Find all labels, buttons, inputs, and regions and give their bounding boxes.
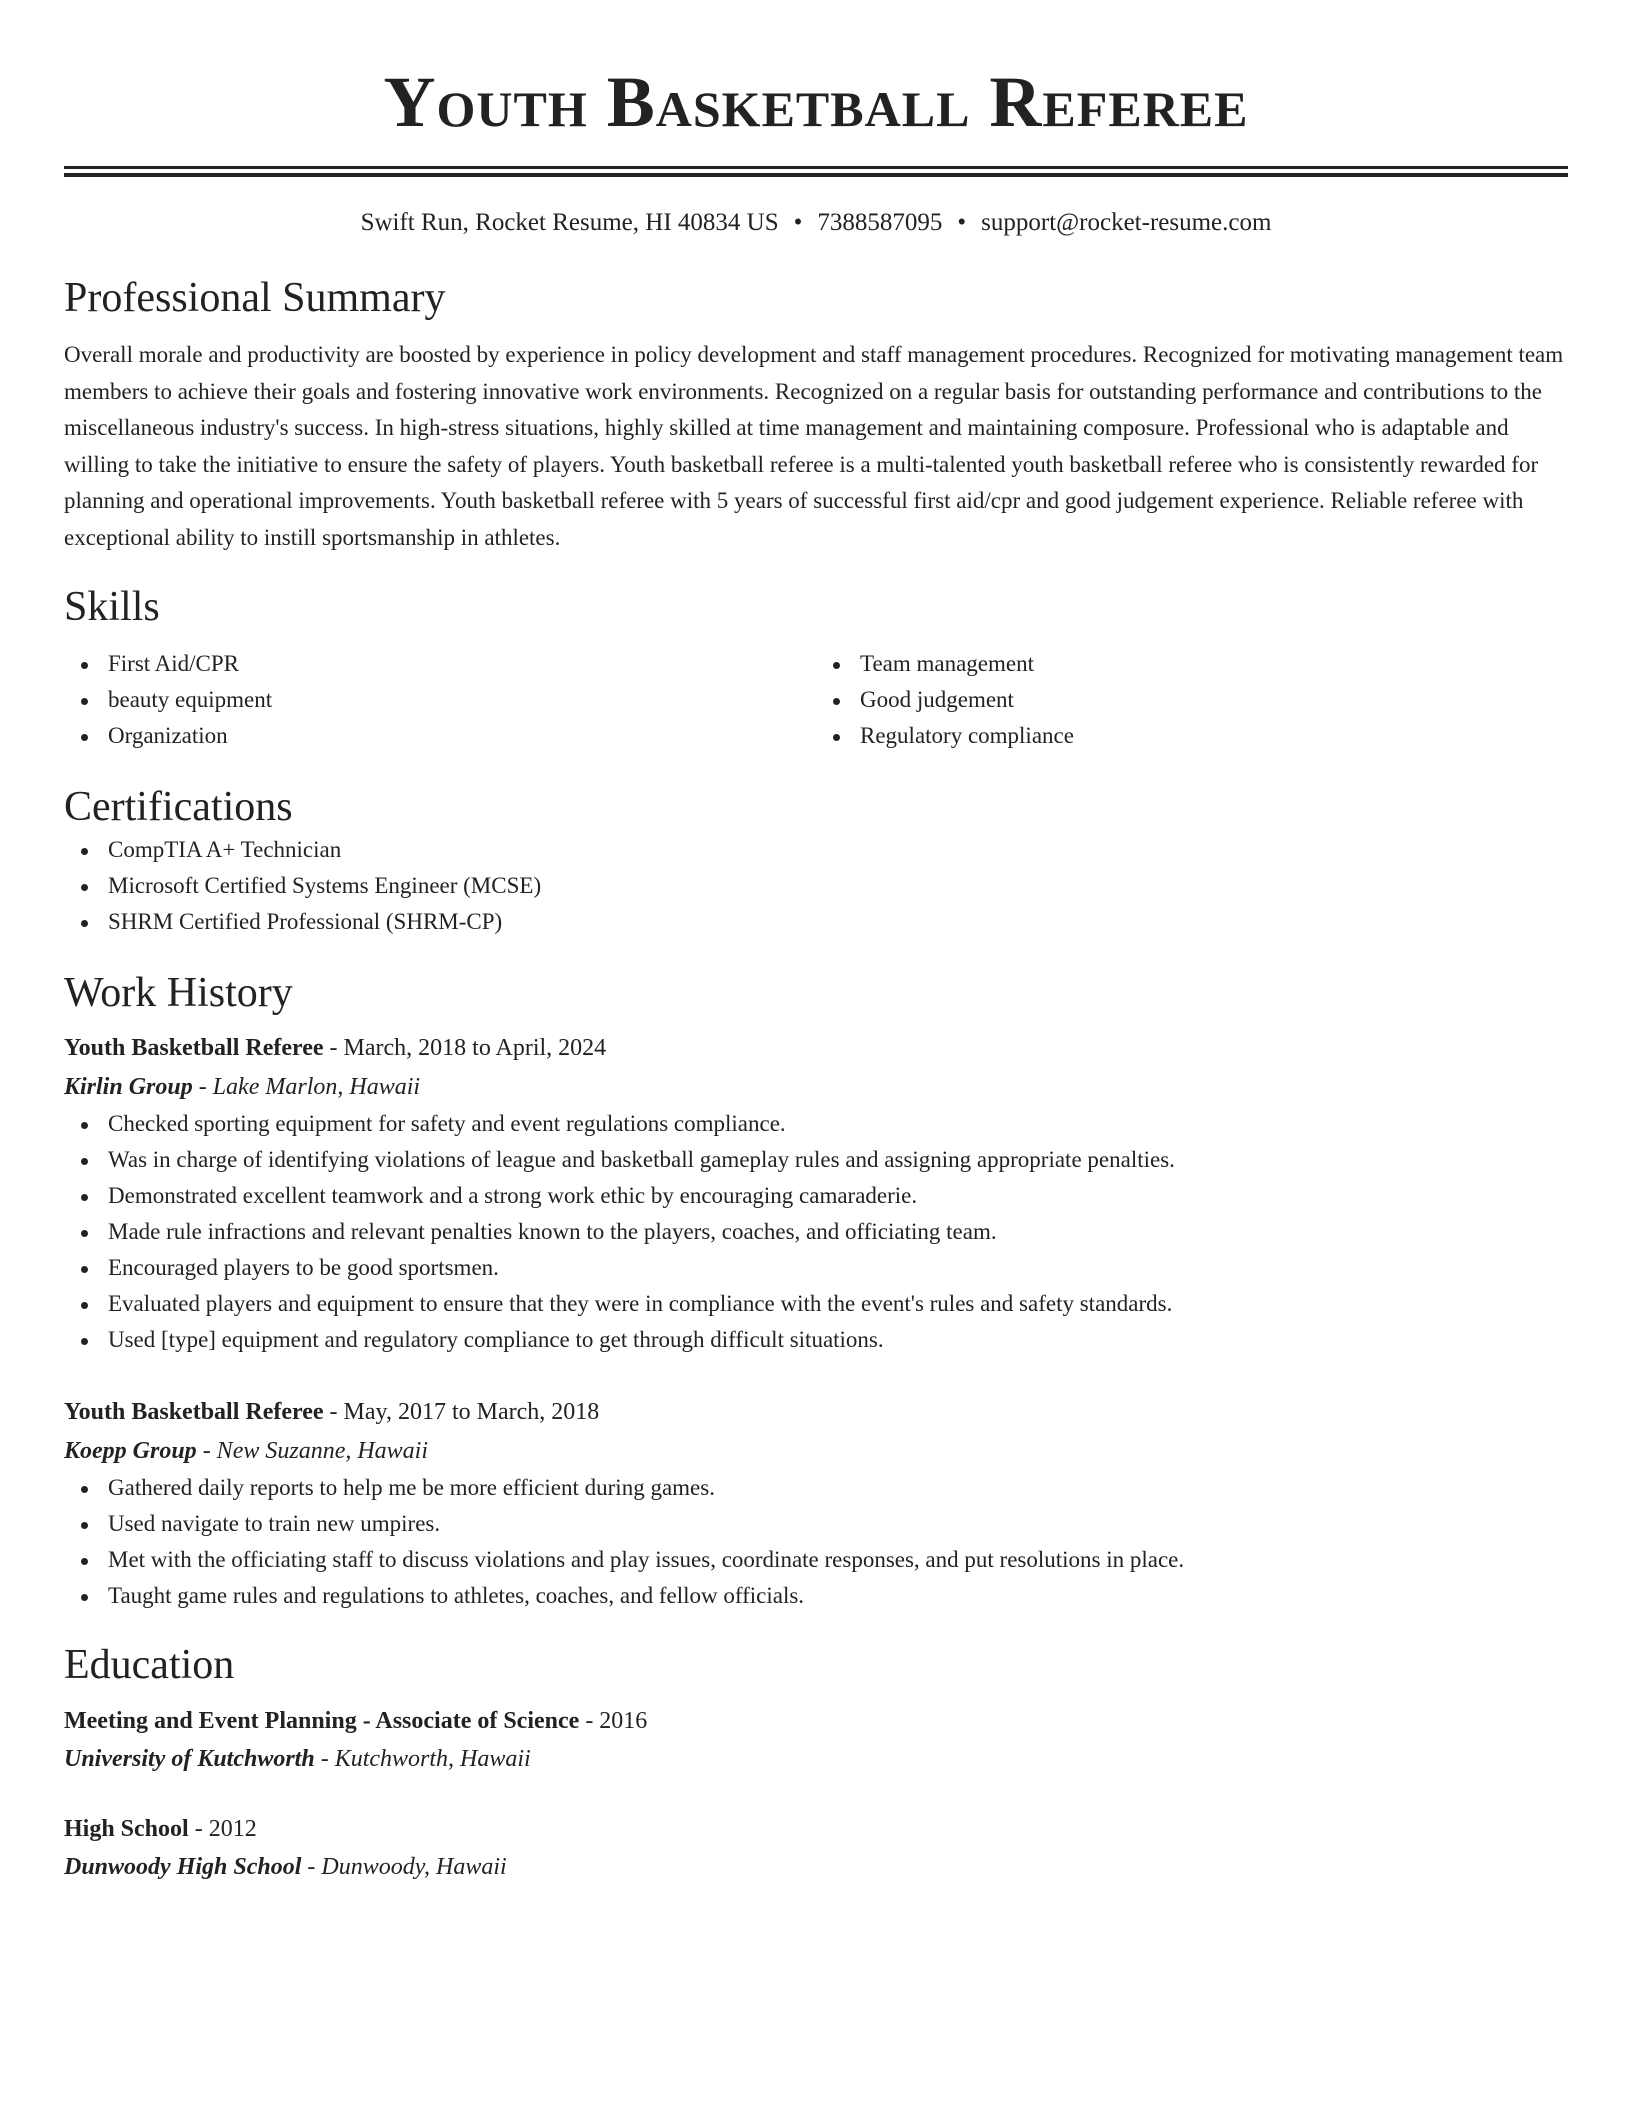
job-dates: - May, 2017 to March, 2018 xyxy=(323,1399,600,1425)
job-duty-item: Gathered daily reports to help me be more efficient during games. xyxy=(64,1470,1568,1506)
contact-address: Swift Run, Rocket Resume, HI 40834 US xyxy=(360,209,779,236)
job-duty-item: Made rule infractions and relevant penalties known to the players, coaches, and officiating team. xyxy=(64,1214,1568,1250)
section-heading-education: Education xyxy=(64,1642,235,1688)
company-location: - New Suzanne, Hawaii xyxy=(196,1438,429,1464)
certification-item: Microsoft Certified Systems Engineer (MCSE) xyxy=(64,868,1568,904)
section-heading-work-history: Work History xyxy=(64,970,293,1016)
school-line xyxy=(64,1740,1568,1778)
contact-phone: 7388587095 xyxy=(817,209,943,236)
company-name: Koepp Group xyxy=(64,1438,197,1464)
job-dates: - March, 2018 to April, 2024 xyxy=(323,1035,607,1061)
skills-column-left xyxy=(64,646,816,754)
contact-separator: • xyxy=(957,209,967,236)
school-line xyxy=(64,1848,1568,1886)
skill-item: beauty equipment xyxy=(64,682,816,718)
graduation-year: - 2016 xyxy=(579,1708,648,1734)
job-duty-item: Encouraged players to be good sportsmen. xyxy=(64,1250,1568,1286)
certification-item: CompTIA A+ Technician xyxy=(64,832,1568,868)
company-location: - Lake Marlon, Hawaii xyxy=(192,1074,421,1100)
section-heading-skills: Skills xyxy=(64,584,160,630)
company-line xyxy=(64,1432,1568,1470)
school-name: Dunwoody High School xyxy=(64,1854,302,1880)
title-double-rule xyxy=(64,166,1568,177)
job-duty-item: Demonstrated excellent teamwork and a strong work ethic by encouraging camaraderie. xyxy=(64,1178,1568,1214)
company-line xyxy=(64,1068,1568,1106)
skills-list-right xyxy=(816,646,1568,754)
job-title-line xyxy=(64,1028,1568,1068)
job-entry xyxy=(64,1392,1568,1614)
job-duty-item: Used [type] equipment and regulatory compliance to get through difficult situations. xyxy=(64,1322,1568,1358)
job-duty-item: Was in charge of identifying violations of league and basketball gameplay rules and assigning appropriate penalties. xyxy=(64,1142,1568,1178)
degree-name: High School xyxy=(64,1816,189,1842)
job-duty-item: Taught game rules and regulations to athletes, coaches, and fellow officials. xyxy=(64,1578,1568,1614)
degree-name: Meeting and Event Planning - Associate of Science xyxy=(64,1708,580,1734)
education-entry xyxy=(64,1810,1568,1886)
skill-item: Team management xyxy=(816,646,1568,682)
degree-line xyxy=(64,1810,1568,1848)
job-entry xyxy=(64,1028,1568,1358)
job-duties-list xyxy=(64,1470,1568,1614)
job-duty-item: Checked sporting equipment for safety and event regulations compliance. xyxy=(64,1106,1568,1142)
skill-item: Regulatory compliance xyxy=(816,718,1568,754)
graduation-year: - 2012 xyxy=(188,1816,257,1842)
skills-list-left xyxy=(64,646,816,754)
contact-email: support@rocket-resume.com xyxy=(981,209,1272,236)
job-duty-item: Met with the officiating staff to discuss violations and play issues, coordinate responses, and put resolutions in place. xyxy=(64,1542,1568,1578)
job-title: Youth Basketball Referee xyxy=(64,1399,324,1425)
skills-grid xyxy=(64,646,1568,754)
section-heading-summary: Professional Summary xyxy=(64,275,446,321)
certification-item: SHRM Certified Professional (SHRM-CP) xyxy=(64,904,1568,940)
job-title: Youth Basketball Referee xyxy=(64,1035,324,1061)
job-duty-item: Used navigate to train new umpires. xyxy=(64,1506,1568,1542)
job-duty-item: Evaluated players and equipment to ensure that they were in compliance with the event's rules and safety standards. xyxy=(64,1286,1568,1322)
school-location: - Dunwoody, Hawaii xyxy=(301,1854,507,1880)
certifications-list xyxy=(64,832,1568,940)
school-name: University of Kutchworth xyxy=(64,1746,315,1772)
education-entry xyxy=(64,1702,1568,1778)
summary-paragraph: Overall morale and productivity are boosted by experience in policy development and staff management procedures. Recognized for motivating management team members to achieve their goals and fostering innovative work environments. Recognized on a regular basis for outstanding performance and contributions to the miscellaneous industry's success. In high-stress situations, highly skilled at time management and maintaining composure. Professional who is adaptable and willing to take the initiative to ensure the safety of players. Youth basketball referee is a multi-talented youth basketball referee who is consistently rewarded for planning and operational improvements. Youth basketball referee with 5 years of successful first aid/cpr and good judgement experience. Reliable referee with exceptional ability to instill sportsmanship in athletes. xyxy=(64,342,1564,550)
school-location: - Kutchworth, Hawaii xyxy=(314,1746,531,1772)
skill-item: Organization xyxy=(64,718,816,754)
resume-title: Youth Basketball Referee xyxy=(383,62,1249,142)
skills-column-right xyxy=(816,646,1568,754)
contact-separator: • xyxy=(793,209,803,236)
degree-line xyxy=(64,1702,1568,1740)
contact-line xyxy=(64,207,1568,239)
skill-item: Good judgement xyxy=(816,682,1568,718)
job-duties-list xyxy=(64,1106,1568,1358)
company-name: Kirlin Group xyxy=(64,1074,193,1100)
skill-item: First Aid/CPR xyxy=(64,646,816,682)
job-title-line xyxy=(64,1392,1568,1432)
section-heading-certifications: Certifications xyxy=(64,784,293,830)
